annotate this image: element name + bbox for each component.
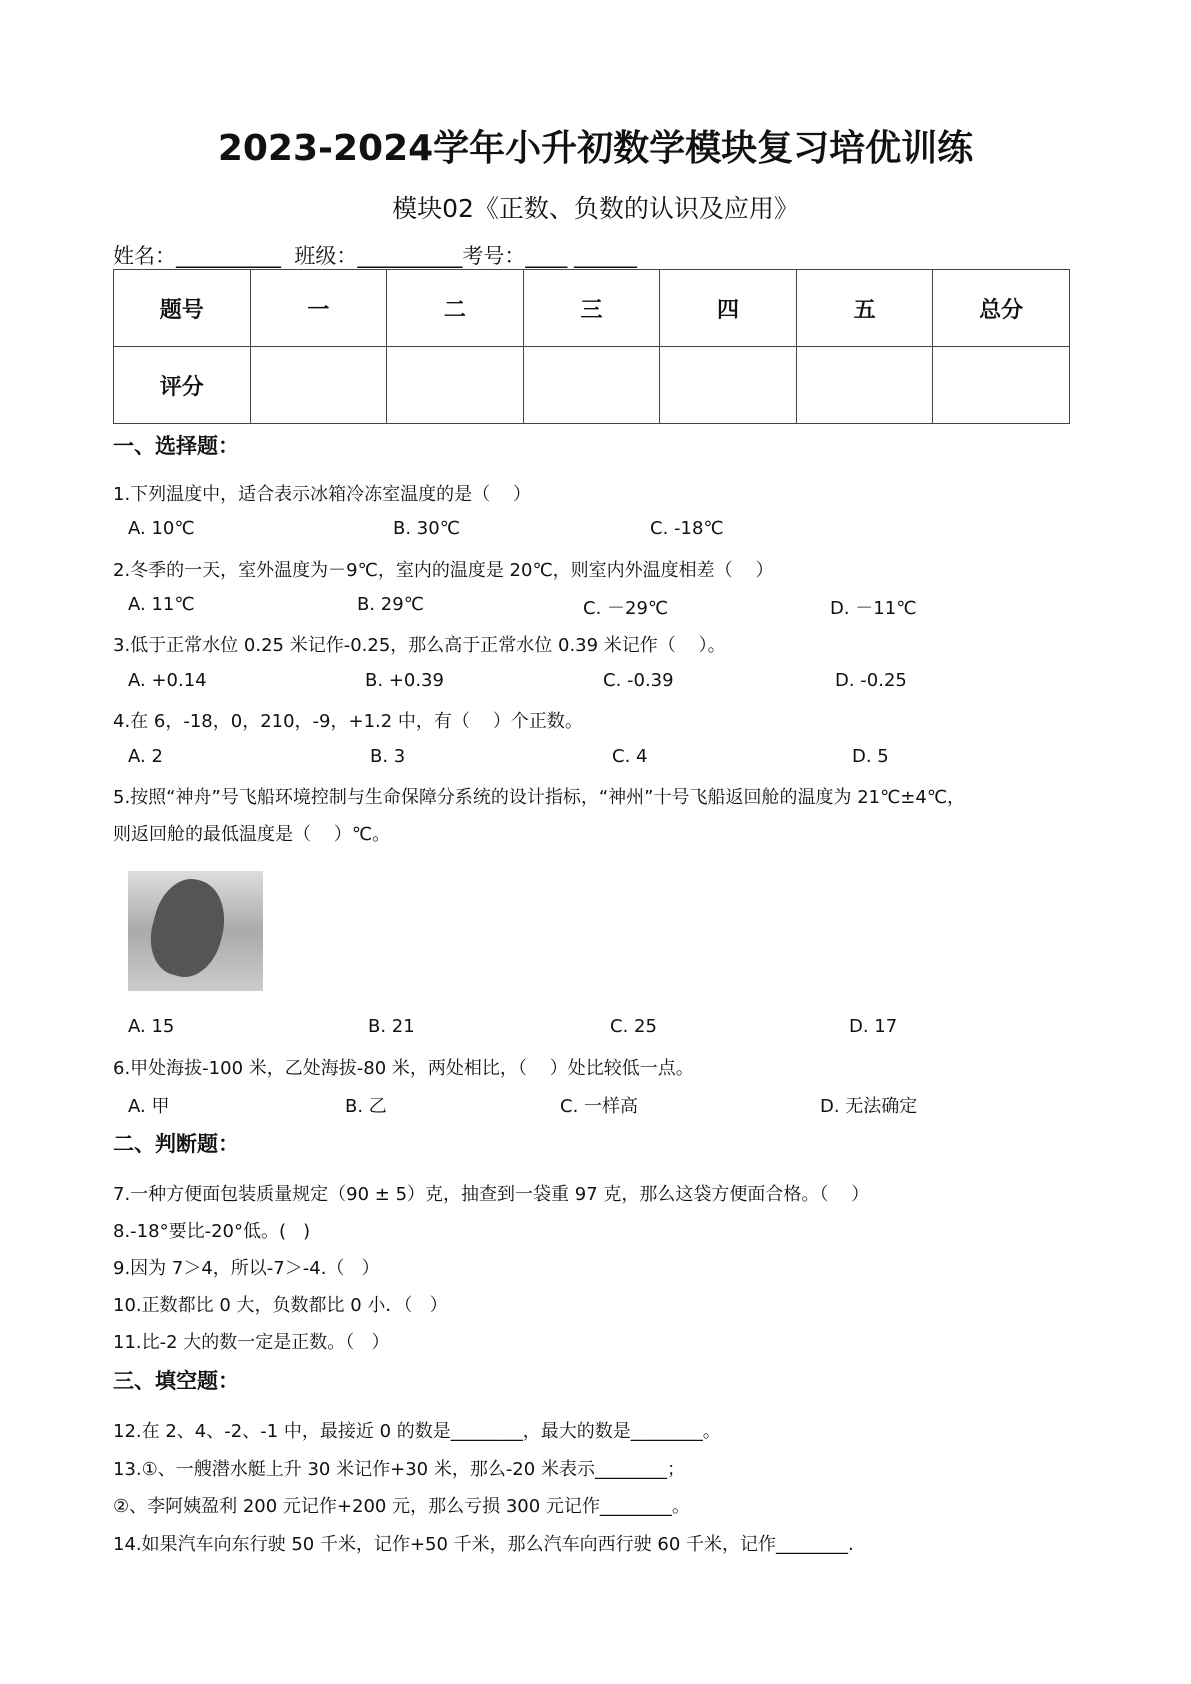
question-1: 1.下列温度中，适合表示冰箱冷冻室温度的是（ ） <box>113 484 532 505</box>
score-label-cell: 评分 <box>114 347 251 424</box>
question-6: 6.甲处海拔-100 米，乙处海拔-80 米，两处相比，（ ）处比较低一点。 <box>113 1058 694 1079</box>
score-header-cell: 三 <box>523 270 660 347</box>
section-heading-judge: 二、判断题： <box>113 1132 239 1156</box>
option: B. 30℃ <box>393 518 460 539</box>
score-cell <box>796 347 933 424</box>
option: B. 21 <box>368 1016 415 1037</box>
option: C. -18℃ <box>650 518 724 539</box>
question-13b: ②、李阿姨盈利 200 元记作+200 元，那么亏损 300 元记作________。 <box>113 1496 690 1517</box>
score-header-cell: 题号 <box>114 270 251 347</box>
question-10: 10.正数都比 0 大，负数都比 0 小．（ ） <box>113 1295 448 1316</box>
question-5: 5.按照“神舟”号飞船环境控制与生命保障分系统的设计指标，“神州”十号飞船返回舱的温度为 21℃±4℃， <box>113 787 966 808</box>
score-cell <box>933 347 1070 424</box>
return-capsule-image <box>128 871 263 991</box>
score-cell <box>660 347 797 424</box>
question-13a: 13.①、一艘潜水艇上升 30 米记作+30 米，那么-20 米表示________； <box>113 1459 685 1480</box>
option: B. 3 <box>370 746 406 767</box>
option: A. 甲 <box>128 1096 170 1117</box>
option: C. 一样高 <box>560 1096 639 1117</box>
question-9: 9.因为 7＞4，所以-7＞-4.（ ） <box>113 1258 380 1279</box>
section-heading-choice: 一、选择题： <box>113 434 239 458</box>
score-header-cell: 二 <box>387 270 524 347</box>
option: B. 29℃ <box>357 594 424 615</box>
score-cell <box>523 347 660 424</box>
option: C. 25 <box>610 1016 657 1037</box>
question-8: 8.-18°要比-20°低。( ) <box>113 1221 311 1242</box>
student-info-line: 姓名：__________ 班级：__________考号：____ ______ <box>113 244 638 268</box>
score-table <box>113 269 1070 424</box>
option: A. 15 <box>128 1016 175 1037</box>
document-title: 2023-2024学年小升初数学模块复习培优训练 <box>217 128 974 169</box>
question-14: 14.如果汽车向东行驶 50 千米，记作+50 千米，那么汽车向西行驶 60 千米，记作________. <box>113 1534 854 1555</box>
option: B. +0.39 <box>365 670 444 691</box>
option: C. －29℃ <box>583 598 669 619</box>
question-12: 12.在 2、4、-2、-1 中，最接近 0 的数是________，最大的数是________。 <box>113 1421 721 1442</box>
score-header-cell: 四 <box>660 270 797 347</box>
option: A. 11℃ <box>128 594 195 615</box>
option: A. 10℃ <box>128 518 195 539</box>
option: D. －11℃ <box>830 598 917 619</box>
question-2: 2.冬季的一天，室外温度为－9℃，室内的温度是 20℃，则室内外温度相差（ ） <box>113 560 774 581</box>
option: A. 2 <box>128 746 163 767</box>
section-heading-fill: 三、填空题： <box>113 1369 239 1393</box>
score-header-cell: 五 <box>796 270 933 347</box>
option: D. 5 <box>852 746 889 767</box>
question-4: 4.在 6，-18，0，210，-9，+1.2 中，有（ ）个正数。 <box>113 711 583 732</box>
question-7: 7.一种方便面包装质量规定（90 ± 5）克，抽查到一袋重 97 克，那么这袋方便面合格。（ ） <box>113 1184 870 1205</box>
option: D. 17 <box>849 1016 898 1037</box>
score-header-cell: 总分 <box>933 270 1070 347</box>
document-subtitle: 模块02《正数、负数的认识及应用》 <box>392 194 799 223</box>
question-5-continued: 则返回舱的最低温度是（ ）℃。 <box>113 824 391 845</box>
option: D. 无法确定 <box>820 1096 918 1117</box>
option: C. 4 <box>612 746 648 767</box>
question-3: 3.低于正常水位 0.25 米记作-0.25，那么高于正常水位 0.39 米记作（ ）。 <box>113 635 726 656</box>
score-cell <box>387 347 524 424</box>
question-11: 11.比-2 大的数一定是正数。（ ） <box>113 1332 390 1353</box>
score-cell <box>250 347 387 424</box>
score-header-cell: 一 <box>250 270 387 347</box>
option: C. -0.39 <box>603 670 674 691</box>
option: B. 乙 <box>345 1096 387 1117</box>
option: A. +0.14 <box>128 670 207 691</box>
option: D. -0.25 <box>835 670 907 691</box>
